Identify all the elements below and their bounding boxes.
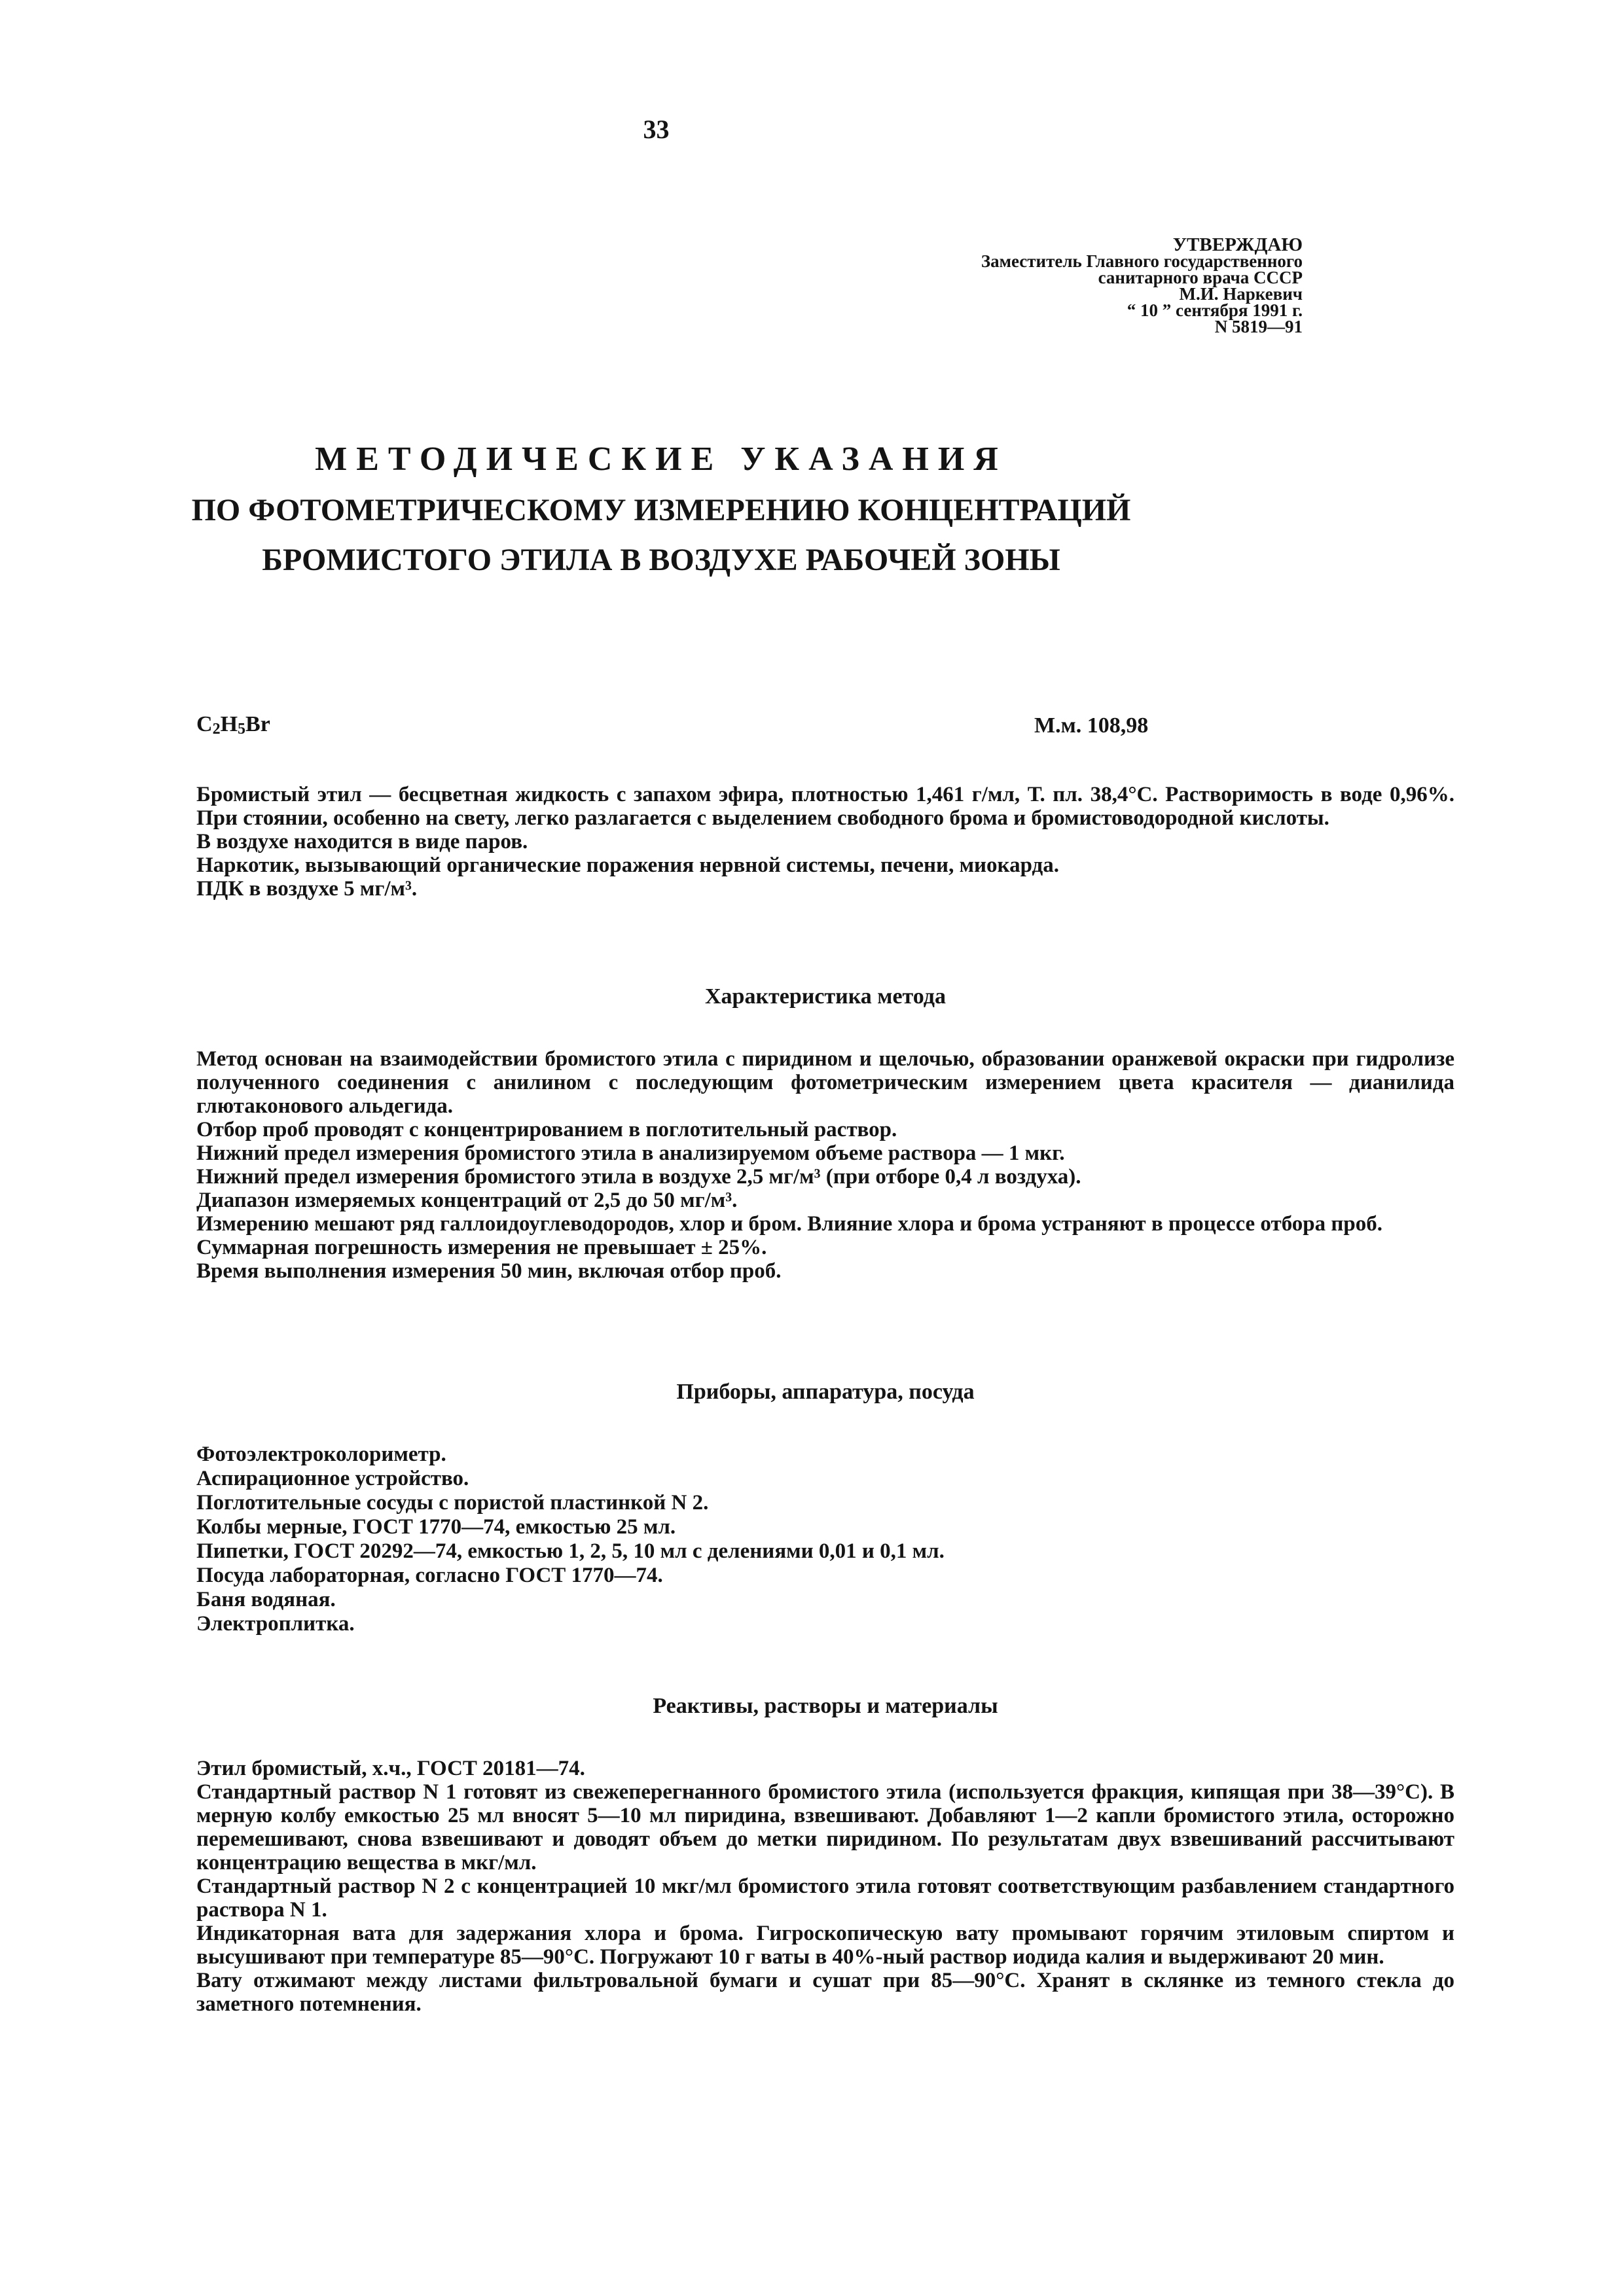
method-paragraph-7: Суммарная погрешность измерения не превышает ± 25%. — [196, 1236, 767, 1259]
reagents-heading: Реактивы, растворы и материалы — [653, 1694, 998, 1718]
method-paragraph-2: Отбор проб проводят с концентрированием в поглотительный раствор. — [196, 1118, 897, 1141]
approval-name: М.И. Наркевич — [1179, 284, 1303, 304]
method-paragraph-4: Нижний предел измерения бромистого этила в воздухе 2,5 мг/м³ (при отборе 0,4 л воздуха). — [196, 1165, 1081, 1189]
approval-date: “ 10 ” сентября 1991 г. — [1127, 300, 1303, 320]
method-paragraph-8: Время выполнения измерения 50 мин, включая отбор проб. — [196, 1259, 782, 1283]
formula-h-sub: 5 — [238, 721, 246, 738]
reagents-paragraph-5: Вату отжимают между листами фильтровальной бумаги и сушат при 85—90°С. Хранят в склянке из темного стекла до заметного потемнения. — [196, 1969, 1454, 2016]
intro-paragraph-1: Бромистый этил — бесцветная жидкость с запахом эфира, плотностью 1,461 г/мл, Т. пл. 38,4°С. Растворимость в воде 0,96%. При стоянии, особенно на свету, легко разлагается с выделением свободного брома и бромистоводородной кислоты. — [196, 783, 1454, 830]
equipment-item: Фотоэлектроколориметр. — [196, 1443, 446, 1466]
approval-number: N 5819—91 — [1214, 317, 1303, 336]
approval-position-line2: санитарного врача СССР — [1098, 268, 1303, 287]
formula-c-sub: 2 — [212, 721, 221, 738]
method-section — [196, 1047, 1454, 1283]
equipment-item: Аспирационное устройство. — [196, 1467, 469, 1490]
reagents-paragraph-4: Индикаторная вата для задержания хлора и брома. Гигроскопическую вату промывают горячим этиловым спиртом и высушивают при температуре 85—90°С. Погружают 10 г ваты в 40%-ный раствор иодида калия и выдерживают 20 мин. — [196, 1922, 1454, 1969]
intro-paragraph-3: Наркотик, вызывающий органические поражения нервной системы, печени, миокарда. — [196, 853, 1059, 877]
method-paragraph-1: Метод основан на взаимодействии бромистого этила с пиридином и щелочью, образовании оранжевой окраски при гидролизе полученного соединения с анилином с последующим фотометрическим измерением цвета красителя — дианилида глютаконового альдегида. — [196, 1047, 1454, 1118]
equipment-item: Баня водяная. — [196, 1588, 336, 1611]
title-line-2: ПО ФОТОМЕТРИЧЕСКОМУ ИЗМЕРЕНИЮ КОНЦЕНТРАЦИЙ — [191, 493, 1131, 528]
page-number: 33 — [643, 115, 670, 144]
equipment-item: Пипетки, ГОСТ 20292—74, емкостью 1, 2, 5, 10 мл с делениями 0,01 и 0,1 мл. — [196, 1539, 945, 1563]
equipment-item: Электроплитка. — [196, 1612, 355, 1636]
equipment-heading: Приборы, аппаратура, посуда — [676, 1380, 975, 1404]
equipment-item: Колбы мерные, ГОСТ 1770—74, емкостью 25 мл. — [196, 1515, 676, 1539]
equipment-item: Посуда лабораторная, согласно ГОСТ 1770—74. — [196, 1564, 663, 1587]
method-heading: Характеристика метода — [704, 984, 947, 1009]
title-line-1: МЕТОДИЧЕСКИЕ УКАЗАНИЯ — [315, 440, 1007, 478]
intro-paragraph-4: ПДК в воздухе 5 мг/м³. — [196, 877, 418, 901]
intro-paragraph-2: В воздухе находится в виде паров. — [196, 830, 528, 853]
reagents-paragraph-2: Стандартный раствор N 1 готовят из свежеперегнанного бромистого этила (используется фракция, кипящая при 38—39°С). В мерную колбу емкостью 25 мл вносят 5—10 мл пиридина, взвешивают. Добавляют 1—2 капли бромистого этила, осторожно перемешивают, снова взвешивают и доводят объем до метки пиридином. По результатам двух взвешиваний рассчитывают концентрацию вещества в мкг/мл. — [196, 1780, 1454, 1874]
formula-c: C — [196, 712, 213, 736]
approval-label: УТВЕРЖДАЮ — [1172, 234, 1303, 255]
title-line-3: БРОМИСТОГО ЭТИЛА В ВОЗДУХЕ РАБОЧЕЙ ЗОНЫ — [262, 543, 1060, 577]
method-paragraph-5: Диапазон измеряемых концентраций от 2,5 до 50 мг/м³. — [196, 1189, 738, 1212]
reagents-paragraph-1: Этил бромистый, х.ч., ГОСТ 20181—74. — [196, 1757, 585, 1780]
chemical-formula — [196, 712, 270, 738]
document-title — [0, 433, 1322, 585]
approval-stamp — [844, 234, 1303, 336]
molar-mass: М.м. 108,98 — [1034, 713, 1149, 738]
intro-section — [196, 783, 1454, 901]
formula-br: Br — [245, 712, 270, 736]
method-paragraph-3: Нижний предел измерения бромистого этила в анализируемом объеме раствора — 1 мкг. — [196, 1141, 1065, 1165]
reagents-paragraph-3: Стандартный раствор N 2 с концентрацией 10 мкг/мл бромистого этила готовят соответствующим разбавлением стандартного раствора N 1. — [196, 1874, 1454, 1922]
approval-position-line1: Заместитель Главного государственного — [981, 251, 1303, 271]
method-paragraph-6: Измерению мешают ряд галлоидоуглеводородов, хлор и бром. Влияние хлора и брома устраняют в процессе отбора проб. — [196, 1212, 1382, 1236]
formula-h: H — [220, 712, 238, 736]
equipment-list — [196, 1443, 1454, 1636]
reagents-section — [196, 1757, 1454, 2016]
equipment-item: Поглотительные сосуды с пористой пластинкой N 2. — [196, 1491, 709, 1515]
